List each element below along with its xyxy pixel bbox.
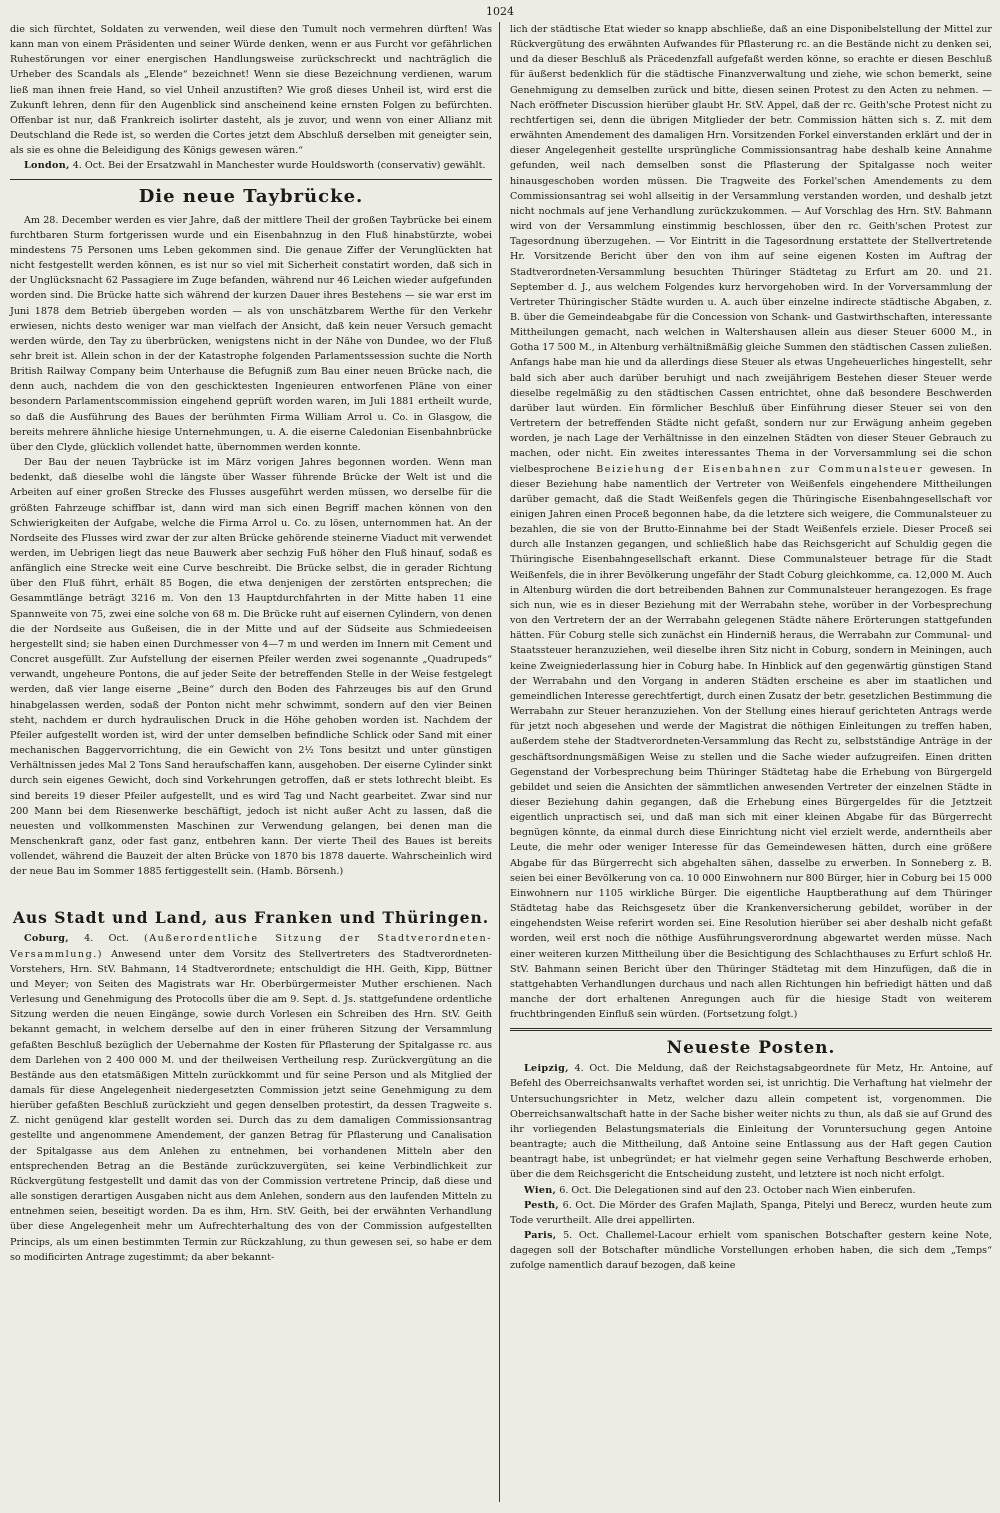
right-column [510, 22, 992, 1274]
coburg-continuation [510, 22, 992, 1022]
left-column [10, 22, 492, 1265]
coburg-continuation-text: lich der städtische Etat wieder so knapp abschließe, daß an eine Disponibelstellung der Mittel zur Rückvergütung des erwähnten Aufwandes für Pflasterung rc. an die Bestände nicht zu denken sei, und da dieser Beschluß als Präcedenzfall aufgefaßt werden könne, so erachte er diesen Beschluß für äußerst bedenklich für die städtische Finanzverwaltung und ziehe, wie schon bemerkt, seine Genehmigung zu demselben zurück und bitte, diesen seinen Protest zu den Acten zu nehmen. — Nach eröffneter Discussion hierüber glaubt Hr. StV. Appel, daß der rc. Geith'sche Protest nicht zu rechtfertigen sei, denn die übrigen Mitglieder der betr. Commission hätten sich s. Z. mit dem erwähnten Amendement des damaligen Hrn. Vorsitzenden Forkel einverstanden erklärt und der in dieser Angelegenheit gestellte ursprüngliche Commissionsantrag habe deshalb keine Annahme gefunden, weil nach demselben sonst die Pflasterung der Spitalgasse noch weiter hinausgeschoben worden müssen. Die Tragweite des Forkel'schen Amendements zu dem Commissionsantrag sei wohl allseitig in der Versammlung verstanden worden, und deshalb jetzt nicht nochmals auf jene Verhandlung zurückzukommen. — Auf Vorschlag des Hrn. StV. Bahmann wird von der Versammlung einstimmig beschlossen, über den rc. Geith'schen Protest zur Tagesordnung überzugehen. — Vor Eintritt in die Tagesordnung erstattete der Stellvertretende Hr. Vorsitzende Bericht über den von ihm auf seine eigenen Kosten im Auftrag der Stadtverordneten-Versammlung besuchten Thüringer Städtetag zu Erfurt am 20. und 21. September d. J., aus welchem Folgendes kurz hervorgehoben wird. In der Vorversammlung der Vertreter Thüringischer Städte wurden u. A. auch über einzelne indirecte städtische Abgaben, z. B. über die Gemeindeabgabe für die Concession von Schank- und Gastwirthschaften, interessante Mittheilungen gemacht, nach welchen in Waltershausen allein aus dieser Steuer 6000 M., in Gotha 17 500 M., in Altenburg verhältnißmäßig gleiche Summen den städtischen Cassen zuließen. Anfangs habe man hie und da allerdings diese Steuer als etwas Ungeheuerliches hingestellt, sehr bald sich aber auch darüber beruhigt und nach zweijährigem Bestehen dieser Steuer werde dieselbe regelmäßig zu den städtischen Cassen entrichtet, ohne daß besondere Beschwerden darüber laut würden. Ein förmlicher Beschluß über Einführung dieser Steuer sei von den Vertretern der betreffenden Städte nicht gefaßt, sondern nur zur Erwägung anheim gegeben worden, je nach Lage der Verhältnisse in den einzelnen Städten von dieser Steuer Gebrauch zu machen, oder nicht. Ein zweites interessantes Thema in der Vorversammlung sei die schon vielbesprochene [510, 24, 992, 475]
news-text-coburg: Anwesend unter dem Vorsitz des Stellvertreters des Stadtverordneten-Vorstehers, Hrn. StV. Bahmann, 14 Stadtverordnete; entschuldigt die HH. Geith, Kipp, Büttner und Meyer; von Seiten des Magistrats war Hr. Oberbürgermeister Muther erschienen. Nach Verlesung und Genehmigung des Protocolls über die am 9. Sept. d. Js. stattgefundene ordentliche Sitzung werden die neuen Eingänge, sowie durch Vorlesen ein Schreiben des Hrn. StV. Geith bekannt gemacht, in welchem derselbe auf den in einer früheren Sitzung der Versammlung gefaßten Beschluß bezüglich der Uebernahme der Kosten für Pflasterung der Spitalgasse rc. aus dem Darlehen von 2 400 000 M. und der theilweisen Vertheilung resp. Zurückvergütung an die Bestände aus den etatsmäßigen Mitteln zurückkommt und für seine Person und als Mitglied der damals für diese Angelegenheit niedergesetzten Commission jetzt seine Genehmigung zu dem hierüber gefaßten Beschluß zurückzieht und gegen denselben protestirt, da dessen Tragweite s. Z. nicht genügend klar gestellt worden sei. Durch das zu dem damaligen Commissionsantrag gestellte und angenommene Amendement, der ganzen Betrag für Pflasterung und Canalisation der Spitalgasse aus dem Anlehen zu entnehmen, bei vorhandenen Mitteln aber den entsprechenden Betrag an die Bestände zurückzuvergüten, sei keine Verbindlichkeit zur Rückvergütung festgestellt und damit das von der Commission vertretene Princip, daß diese und alle sonstigen derartigen Ausgaben nicht aus dem Anlehen, sondern aus den laufenden Mitteln zu entnehmen seien, beseitigt worden. Da es ihm, Hrn. StV. Geith, bei der erwähnten Verhandlung über diese Angelegenheit mehr um Aufrechterhaltung des von der Commission aufgestellten Princips, als um einen bestimmten Termin zur Rückzahlung, zu thun gewesen sei, so habe er dem so modificirten Antrage zugestimmt; da aber bekannt- [10, 948, 492, 1263]
heading-taybruecke: Die neue Taybrücke. [138, 185, 364, 207]
column-divider [499, 22, 500, 1502]
news-text-wien: 6. Oct. Die Delegationen sind auf den 23. October nach Wien einberufen. [556, 1184, 916, 1196]
news-item-pesth [510, 1198, 992, 1228]
news-item-london [10, 158, 492, 173]
heading-stadt-und-land: Aus Stadt und Land, aus Franken und Thüringen. [12, 908, 490, 928]
news-item-leipzig [510, 1061, 992, 1182]
tay-paragraph-2: Der Bau der neuen Taybrücke ist im März vorigen Jahres begonnen worden. Wenn man bedenkt, daß dieselbe wohl die längste über Wasser führende Brücke der Welt ist und die Arbeiten auf einer großen Strecke des Flusses ausgeführt werden müssen, wo derselbe für die größten Fahrzeuge schiffbar ist, dann wird man sich einen Begriff machen können von den Schwierigkeiten der Aufgabe, welche die Firma Arrol u. Co. zu lösen, unternommen hat. An der Nordseite des Flusses wird zwar der zur alten Brücke gehörende steinerne Viaduct mit verwendet werden, im Uebrigen liegt das neue Bauwerk aber sechzig Fuß höher den Fluß hinauf, sodaß es anfänglich eine Strecke weit eine Curve beschreibt. Die Brücke selbst, die in gerader Richtung über den Fluß führt, erhält 85 Bogen, die etwa denjenigen der zerstörten entsprechen; die Gesammtlänge beträgt 3216 m. Von den 13 Hauptdurchfahrten in der Mitte haben 11 eine Spannweite von 75, zwei eine solche von 68 m. Die Brücke ruht auf eisernen Cylindern, von denen die der Nordseite aus Gußeisen, die in der Mitte und auf der Südseite aus Schmiedeeisen hergestellt sind; sie haben einen Durchmesser von 4—7 m und werden im Innern mit Cement und Concret ausgefüllt. Zur Aufstellung der eisernen Pfeiler werden zwei sogenannte „Quadrupeds“ verwandt, ungeheure Pontons, die auf jeder Seite der betreffenden Stelle in der Weise festgelegt werden, daß vier lange eiserne „Beine“ durch den Boden des Fahrzeuges bis auf den Grund hinabgelassen werden, sodaß der Ponton nicht mehr schwimmt, sondern auf den vier Beinen steht, nachdem er durch hydraulischen Druck in die Höhe gehoben worden ist. Nachdem der Pfeiler aufgestellt worden ist, wird der unter demselben befindliche Schlick oder Sand mit einer mechanischen Baggervorrichtung, die ein Gewicht von 2½ Tons besitzt und unter günstigen Verhältnissen jedes Mal 2 Tons Sand heraufschaffen kann, ausgehoben. Der eiserne Cylinder sinkt durch sein eigenes Gewicht, doch sind Vorkehrungen getroffen, daß er stets lothrecht bleibt. Es sind bereits 19 dieser Pfeiler aufgestellt, und es wird Tag und Nacht gearbeitet. Zwar sind nur 200 Mann bei dem Riesenwerke beschäftigt, jedoch ist nicht außer Acht zu lassen, daß die neuesten und vollkommensten Maschinen zur Verwendung gelangen, bei denen man die Menschenkraft ganz, oder fast ganz, entbehren kann. Der vierte Theil des Baues ist bereits vollendet, während die Bauzeit der alten Brücke von 1870 bis 1878 dauerte. Wahrscheinlich wird der neue Bau im Sommer 1885 fertiggestellt sein. (Hamb. Börsenh.) [10, 457, 492, 878]
tay-paragraph-1: Am 28. December werden es vier Jahre, daß der mittlere Theil der großen Taybrücke bei einem furchtbaren Sturm fortgerissen wurde und ein Eisenbahnzug in den Fluß hinabstürzte, wobei mindestens 75 Personen ums Leben gekommen sind. Die genaue Ziffer der Verunglückten hat nicht festgestellt werden können, es ist nur so viel mit Sicherheit constatirt worden, daß sich in der Unglücksnacht 62 Passagiere im Zuge befanden, während nur 46 Leichen wieder aufgefunden worden sind. Die Brücke hatte sich während der kurzen Dauer ihres Bestehens — sie war erst im Juni 1878 dem Betrieb übergeben worden — als von unschätzbarem Werthe für den Verkehr erwiesen, nichts desto weniger war man vielfach der Ansicht, daß kein neuer Versuch gemacht werden würde, den Tay zu überbrücken, wenigstens nicht in der Nähe von Dundee, wo der Fluß sehr breit ist. Allein schon in der der Katastrophe folgenden Parlamentssession suchte die North British Railway Company beim Unterhause die Befugniß zum Bau einer neuen Brücke nach, die denn auch, nachdem die von den geschicktesten Ingenieuren entworfenen Pläne von einer besondern Parlamentscommission eingehend geprüft worden waren, im Juli 1881 ertheilt wurde, so daß die Ausführung des Baues der berühmten Firma William Arrol u. Co. in Glasgow, die bereits mehrere ähnliche hiesige Unternehmungen, u. A. die eiserne Caledonian Eisenbahnbrücke über den Clyde, glücklich vollendet hatte, übernommen werden konnte. [10, 214, 492, 453]
page-number: 1024 [486, 5, 514, 18]
news-item-coburg [10, 931, 492, 1264]
dateline-pesth: Pesth, [524, 1199, 560, 1211]
heading-neueste-posten: Neueste Posten. [666, 1038, 836, 1059]
news-text-london: 4. Oct. Bei der Ersatzwahl in Manchester wurde Houldsworth (conservativ) gewählt. [69, 160, 486, 172]
dateline-paris: Paris, [524, 1230, 557, 1242]
news-text-pesth: 6. Oct. Die Mörder des Grafen Majlath, Spanga, Pitelyi und Berecz, wurden heute zum Tode verurtheilt. Alle drei appellirten. [510, 1199, 992, 1226]
coburg-session-title: (Außerordentliche Sitzung der Stadtverordneten-Versammlung.) [10, 933, 492, 960]
section-rule [10, 179, 492, 180]
section-rule-double [510, 1028, 992, 1031]
dateline-wien: Wien, [524, 1184, 557, 1196]
spacer [10, 879, 492, 907]
news-text-leipzig: 4. Oct. Die Meldung, daß der Reichstagsabgeordnete für Metz, Hr. Antoine, auf Befehl des Oberreichsanwalts verhaftet worden sei, ist unrichtig. Die Verhaftung hat vielmehr der Untersuchungsrichter in Metz, welcher dazu allein competent ist, vorgenommen. Die Oberreichsanwaltschaft hatte in der Sache bisher weiter nichts zu thun, als daß sie auf Grund des ihr vorliegenden Belastungsmaterials die Einleitung der Voruntersuchung gegen Antoine beantragte; auch die Mittheilung, daß Antoine seine Entlassung aus der Haft gegen Caution beantragt habe, ist unbegründet; er hat vielmehr gegen seine Verhaftung Beschwerde erhoben, über die dem Reichsgericht die Entscheidung zusteht, und letztere ist noch nicht erfolgt. [510, 1063, 992, 1181]
article-continuation: die sich fürchtet, Soldaten zu verwenden, weil diese den Tumult noch vermehren dürften! Was kann man von einem Präsidenten und seiner Würde denken, wenn er aus Furcht vor gefährlichen Ruhestörungen vor einer energischen Handlungsweise zurückschreckt und nachträglich die Urheber des Scandals als „Elende“ bezeichnet! Wenn sie diese Bezeichnung verdienen, warum ließ man ihnen freie Hand, so viel Unheil anzustiften? Wie groß dieses Unheil ist, wird erst die Zukunft lehren, denn für den Augenblick sind anscheinend keine ernsten Folgen zu befürchten. Offenbar ist nur, daß Frankreich isolirter dasteht, als je zuvor, und wenn von einer Allianz mit Deutschland die Rede ist, so werden die Cortes jetzt dem Abschluß derselben mit geneigter sein, als sie es ohne die Beleidigung des Königs gewesen wären.“ [10, 24, 492, 157]
spaced-phrase-eisenbahnen: Beiziehung der Eisenbahnen zur Communalsteuer [596, 463, 924, 475]
dateline-coburg: Coburg, [24, 933, 69, 945]
coburg-continuation-text-2: gewesen. In dieser Beziehung habe namentlich der Vertreter von Weißenfels eingehendere Mittheilungen darüber gemacht, daß die Stadt Weißenfels gegen die Thüringische Eisenbahngesellschaft vor einigen Jahren einen Proceß begonnen habe, da die letztere sich weigere, die Communalsteuer zu bezahlen, die sie von der Brutto-Einnahme bei der Stadt Weißenfels erziele. Dieser Proceß sei durch alle Instanzen gegangen, und schließlich habe das Reichsgericht auf Schuldig gegen die Thüringische Eisenbahngesellschaft erkannt. Diese Communalsteuer betrage für die Stadt Weißenfels, die in ihrer Bevölkerung ungefähr der Stadt Coburg gleichkomme, ca. 12,000 M. Auch in Altenburg würden die dort betreibenden Bahnen zur Communalsteuer herangezogen. Es frage sich nun, wie es in dieser Beziehung mit der Werrabahn stehe, worüber in der Vorbesprechung von den Vertretern der an der Werrabahn gelegenen Städte nähere Erörterungen stattgefunden hätten. Für Coburg stelle sich zunächst ein Hinderniß heraus, die Werrabahn zur Communal- und Staatssteuer heranzuziehen, weil dieselbe ihren Sitz nicht in Coburg, sondern in Meiningen, auch keine Zweigniederlassung hier in Coburg habe. In Hinblick auf den gegenwärtig günstigen Stand der Werrabahn und den Vorgang in anderen Städten erscheine es aber im staatlichen und gemeindlichen Interesse gerechtfertigt, durch einen Zusatz der betr. gesetzlichen Bestimmung die Werrabahn zur Steuer heranzuziehen. Von der Stellung eines hierauf gerichteten Antrags werde für jetzt noch abgesehen und werde der Magistrat die nöthigen Einleitungen zu treffen haben, außerdem stehe der Stadtverordneten-Versammlung das Recht zu, selbstständige Anträge in der geschäftsordnungsmäßigen Weise zu stellen und die Sache wieder aufzugreifen. Einen dritten Gegenstand der Vorbesprechung beim Thüringer Städtetag habe die Erhebung von Bürgergeld gebildet und seien die Ansichten der sämmtlichen anwesenden Vertreter der einzelnen Städte in dieser Beziehung dahin gegangen, daß die Erhebung eines Bürgergeldes für die Jetztzeit eigentlich unpractisch sei, und daß man sich mit einer kleinen Abgabe für das Bürgerrecht begnügen könnte, da einmal durch diese Einrichtung nicht viel erzielt werde, anderntheils aber Leute, die mehr oder weniger Interesse für das Gemeindewesen hätten, durch eine größere Abgabe für das Bürgerrecht sich abgehalten sähen, dasselbe zu erwerben. In Sonneberg z. B. seien bei einer Bevölkerung von ca. 10 000 Einwohnern nur 800 Bürger, hier in Coburg bei 15 000 Einwohnern nur 1105 wirkliche Bürger. Die eigentliche Hauptberathung auf dem Thüringer Städtetag habe das Reichsgesetz über die Krankenversicherung gebildet, worüber in der eingehendsten Weise referirt worden sei. Eine Resolution hierüber sei aber deshalb nicht gefaßt worden, weil erst noch die nöthige Ausführungsverordnung abgewartet werden müsse. Nach einer weiteren kurzen Mittheilung über die Besichtigung des Schlachthauses zu Erfurt schloß Hr. StV. Bahmann seinen Bericht über den Thüringer Städtetag mit dem Hinzufügen, daß die in stattgehabten Verhandlungen durchaus und nach allen Richtungen hin befriedigt hätten und daß manche der dort erhaltenen Anregungen auch für die hiesige Stadt von weiterem fruchtbringenden Einfluß sein würden. (Fortsetzung folgt.) [510, 463, 993, 1021]
dateline-london: London, [24, 160, 70, 172]
news-item-paris [510, 1228, 992, 1273]
news-text-paris: 5. Oct. Challemel-Lacour erhielt vom spanischen Botschafter gestern keine Note, dagegen soll der Botschafter mündliche Vorstellungen erhoben haben, die sich dem „Temps“ zufolge namentlich darauf bezogen, daß keine [510, 1230, 992, 1272]
date-coburg: 4. Oct. [68, 933, 144, 945]
news-item-wien [510, 1183, 992, 1198]
dateline-leipzig: Leipzig, [524, 1063, 569, 1075]
